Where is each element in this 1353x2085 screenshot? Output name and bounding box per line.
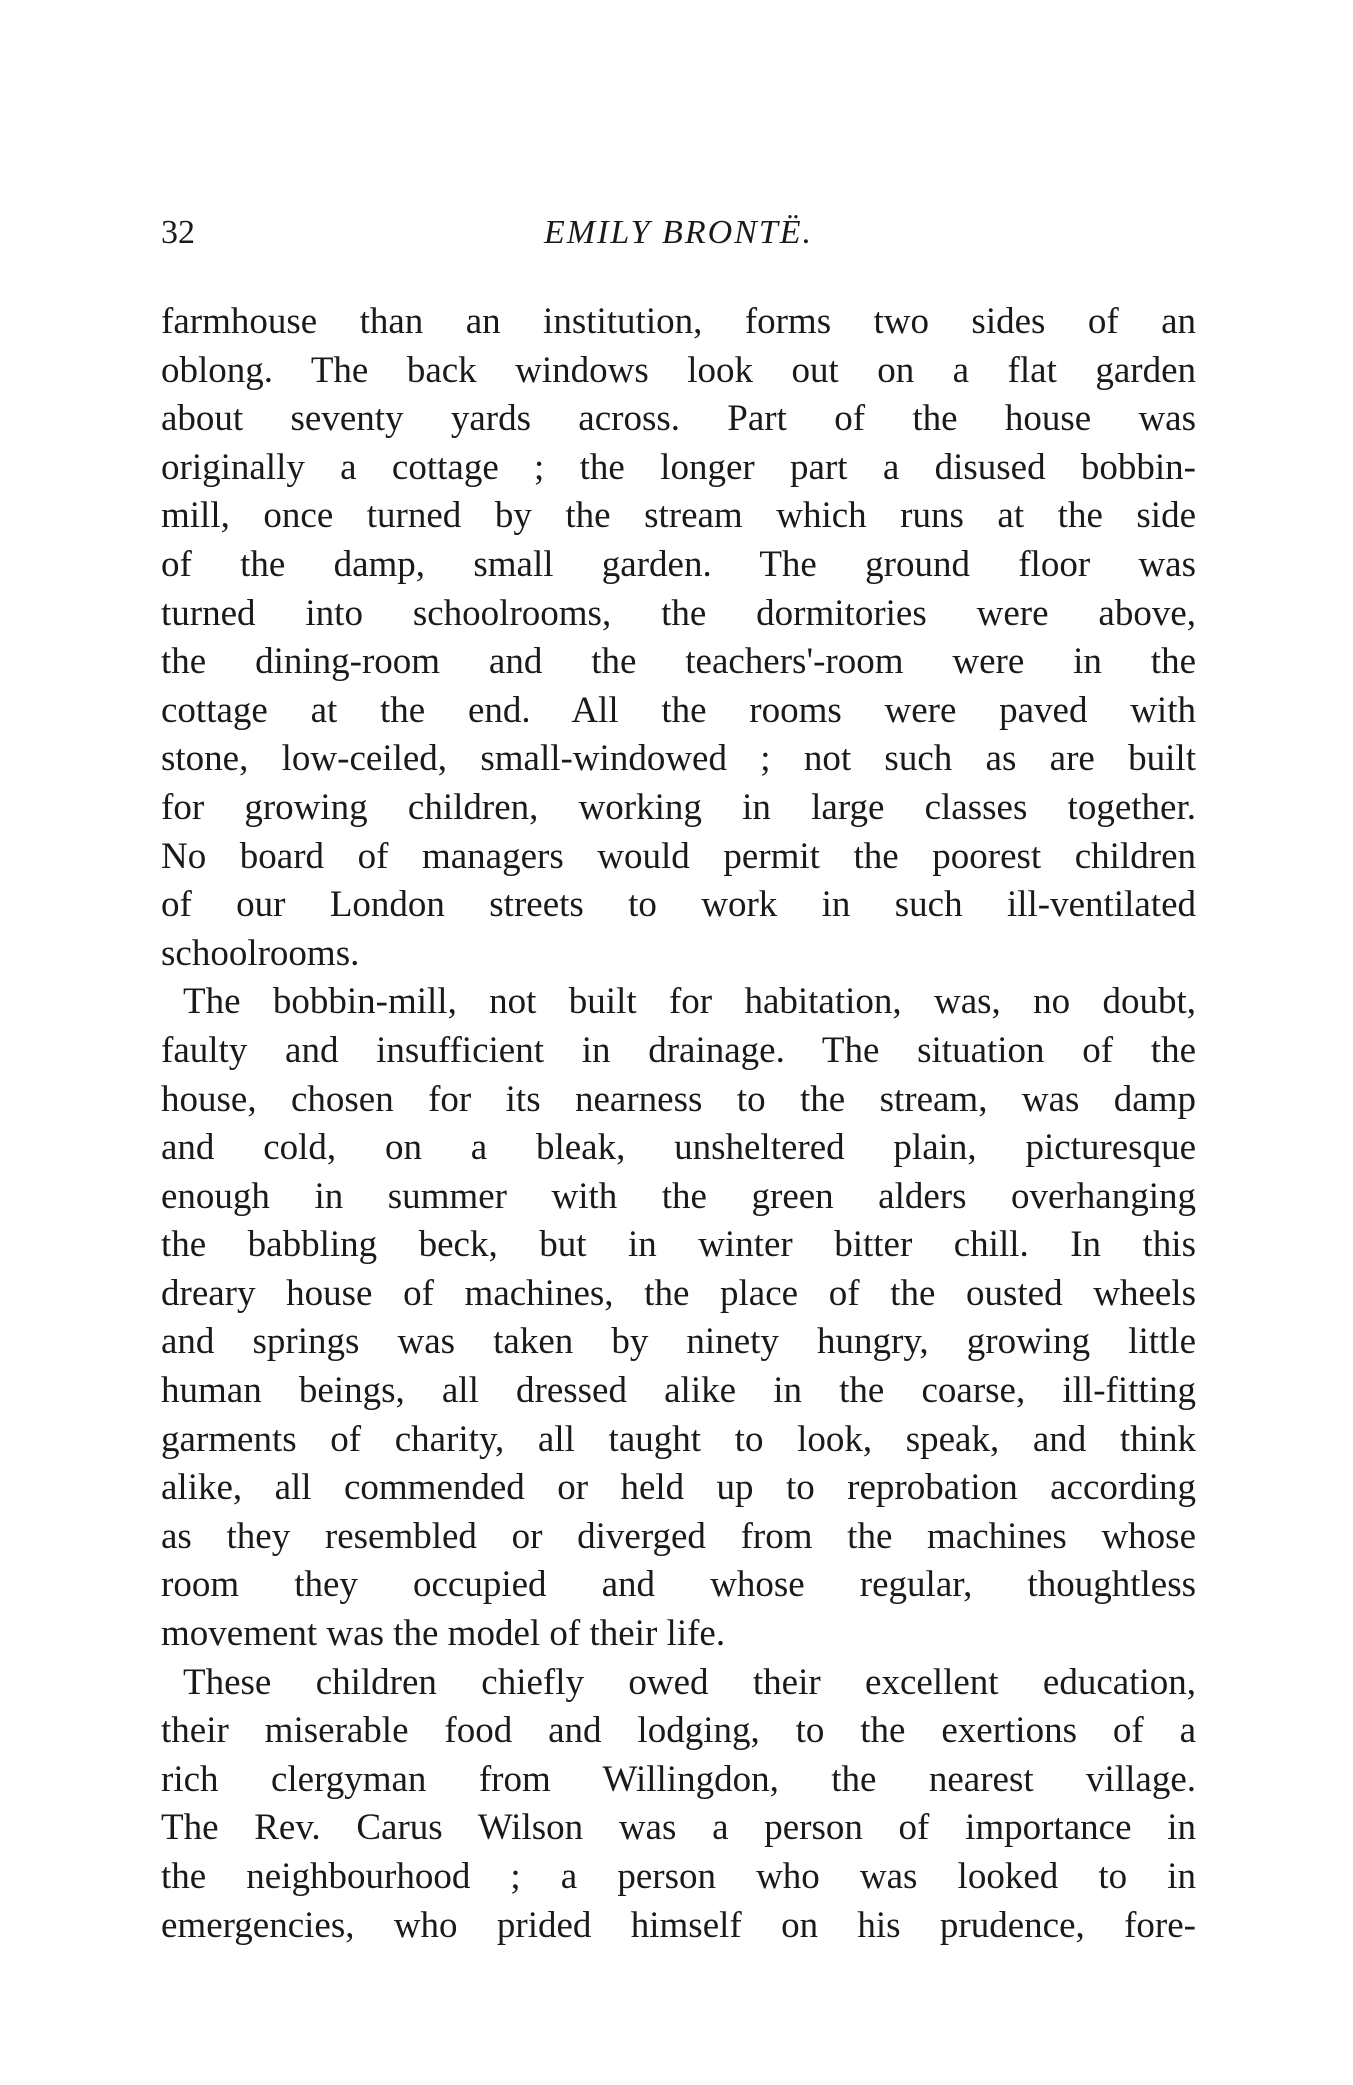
paragraph [161,1659,1196,1951]
running-header [161,214,1196,262]
text-line: house, chosen for its nearness to the stream, was damp [161,1078,1196,1120]
text-line: rich clergyman from Willingdon, the nearest village. [161,1758,1196,1800]
text-line: the dining-room and the teachers'-room were in the [161,641,1196,683]
text-line: the babbling beck, but in winter bitter chill. In this [161,1224,1196,1266]
text-line: enough in summer with the green alders overhanging [161,1175,1196,1217]
running-title: EMILY BRONTË. [544,214,813,251]
text-line: and springs was taken by ninety hungry, growing little [161,1321,1196,1363]
paragraph [161,298,1196,978]
text-line: and cold, on a bleak, unsheltered plain, picturesque [161,1127,1196,1169]
text-line: garments of charity, all taught to look, speak, and think [161,1418,1196,1460]
text-line: schoolrooms. [161,932,360,974]
text-line: oblong. The back windows look out on a flat garden [161,349,1196,391]
text-line: the neighbourhood ; a person who was looked to in [161,1856,1196,1897]
text-line: as they resembled or diverged from the machines whose [161,1515,1196,1557]
text-line: originally a cottage ; the longer part a disused bobbin- [161,446,1196,488]
text-line: turned into schoolrooms, the dormitories were above, [161,592,1196,634]
text-line: alike, all commended or held up to reprobation according [161,1467,1196,1509]
text-line: The Rev. Carus Wilson was a person of importance in [161,1807,1196,1849]
text-line: for growing children, working in large classes together. [161,786,1196,828]
text-line: room they occupied and whose regular, thoughtless [161,1564,1196,1606]
text-line: movement was the model of their life. [161,1613,726,1655]
page-number: 32 [161,214,195,251]
text-line: mill, once turned by the stream which runs at the side [161,495,1196,537]
text-line: emergencies, who prided himself on his prudence, fore- [161,1904,1196,1946]
page-body-text [161,298,1196,1950]
text-line: cottage at the end. All the rooms were paved with [161,689,1196,731]
text-line: No board of managers would permit the poorest children [161,835,1196,877]
text-line: faulty and insufficient in drainage. The situation of the [161,1029,1196,1071]
text-line: These children chiefly owed their excellent education, [183,1661,1196,1703]
text-line: farmhouse than an institution, forms two sides of an [161,301,1196,342]
text-line: of the damp, small garden. The ground floor was [161,543,1196,585]
text-line: about seventy yards across. Part of the house was [161,398,1196,440]
text-line: dreary house of machines, the place of the ousted wheels [161,1272,1196,1314]
paragraph [161,978,1196,1658]
text-line: human beings, all dressed alike in the coarse, ill-fitting [161,1370,1196,1412]
text-line: stone, low-ceiled, small-windowed ; not such as are built [161,738,1196,780]
text-line: their miserable food and lodging, to the exertions of a [161,1710,1196,1752]
text-line: of our London streets to work in such ill-ventilated [161,884,1196,926]
text-line: The bobbin-mill, not built for habitation, was, no doubt, [183,981,1196,1023]
